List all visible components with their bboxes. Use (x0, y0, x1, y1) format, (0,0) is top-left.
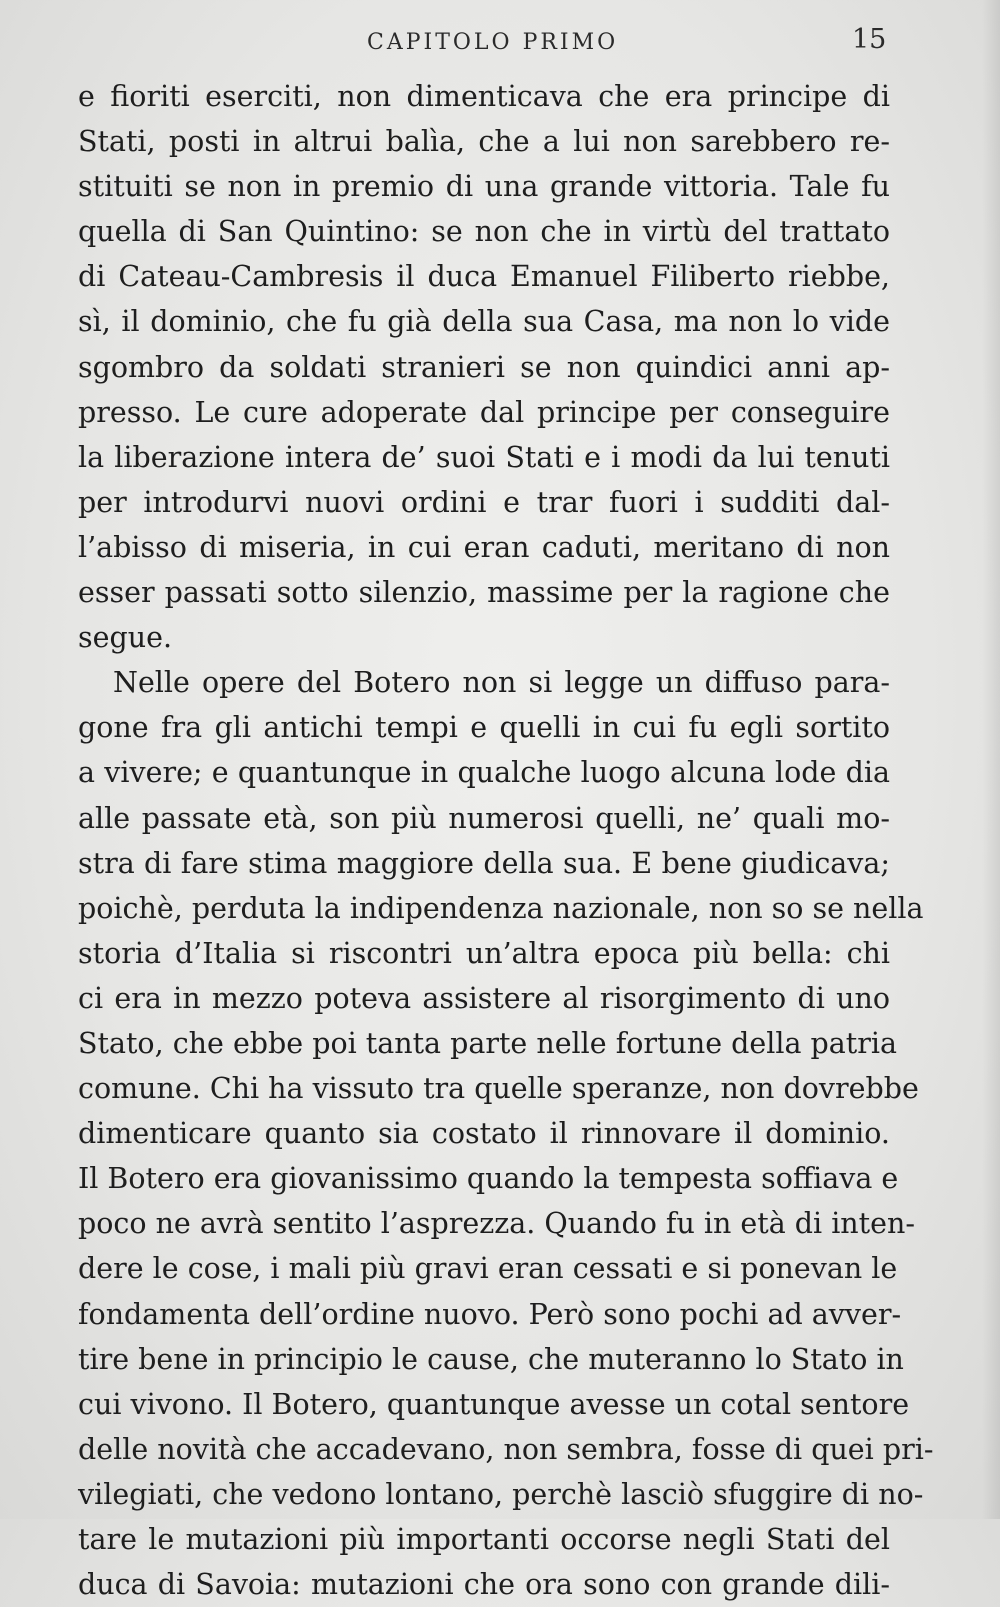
text-line: di Cateau-Cambresis il duca Emanuel Filiberto riebbe, (78, 260, 890, 294)
text-line: duca di Savoia: mutazioni che ora sono con grande dili- (78, 1568, 890, 1602)
text-line: quella di San Quintino: se non che in virtù del trattato (78, 215, 890, 249)
text-line: stra di fare stima maggiore della sua. E bene giudicava; (78, 846, 890, 880)
text-line: delle novità che accadevano, non sembra, fosse di quei pri- (78, 1432, 934, 1466)
text-line: gone fra gli antichi tempi e quelli in cui fu egli sortito (78, 711, 890, 745)
text-line: per introdurvi nuovi ordini e trar fuori i sudditi dal- (78, 485, 890, 519)
text-line: stituiti se non in premio di una grande vittoria. Tale fu (78, 170, 890, 204)
page-number: 15 (852, 24, 887, 55)
text-line: ci era in mezzo poteva assistere al risorgimento di uno (78, 981, 890, 1015)
text-line: poichè, perduta la indipendenza nazionale, non so se nella (78, 891, 924, 925)
text-line: tire bene in principio le cause, che muteranno lo Stato in (78, 1342, 904, 1376)
paragraph-start-line: Nelle opere del Botero non si legge un diffuso para- (113, 666, 890, 700)
text-line: sì, il dominio, che fu già della sua Casa, ma non lo vide (78, 305, 890, 339)
text-line: vilegiati, che vedono lontano, perchè lasciò sfuggire di no- (78, 1477, 924, 1511)
chapter-title: CAPITOLO PRIMO (367, 30, 619, 55)
running-head (0, 24, 1000, 64)
text-line: fondamenta dell’ordine nuovo. Però sono pochi ad avver- (78, 1297, 902, 1331)
text-line: poco ne avrà sentito l’asprezza. Quando fu in età di inten- (78, 1207, 915, 1241)
text-line: Stato, che ebbe poi tanta parte nelle fortune della patria (78, 1026, 897, 1060)
text-line: a vivere; e quantunque in qualche luogo alcuna lode dia (78, 756, 890, 790)
text-line: tare le mutazioni più importanti occorse negli Stati del (78, 1523, 890, 1556)
text-line: dere le cose, i mali più gravi eran cessati e si ponevan le (78, 1252, 898, 1286)
text-line: Stati, posti in altrui balìa, che a lui non sarebbero re- (78, 125, 890, 159)
paragraph-end-line: segue. (78, 621, 173, 655)
text-line: esser passati sotto silenzio, massime per la ragione che (78, 576, 890, 610)
text-line: l’abisso di miseria, in cui eran caduti, meritano di non (78, 530, 890, 564)
text-line: comune. Chi ha vissuto tra quelle speranze, non dovrebbe (78, 1072, 919, 1106)
text-line: la liberazione intera de’ suoi Stati e i modi da lui tenuti (78, 440, 890, 474)
text-line: dimenticare quanto sia costato il rinnovare il dominio. (78, 1117, 890, 1151)
text-line: cui vivono. Il Botero, quantunque avesse un cotal sentore (78, 1387, 910, 1421)
text-line: presso. Le cure adoperate dal principe per conseguire (78, 395, 890, 429)
text-line: e fioriti eserciti, non dimenticava che era principe di (78, 80, 890, 113)
page-edge-shadow (982, 0, 1000, 1519)
body-text (78, 74, 934, 1607)
text-line: Il Botero era giovanissimo quando la tempesta soffiava e (78, 1162, 899, 1196)
text-line: alle passate età, son più numerosi quelli, ne’ quali mo- (78, 801, 890, 835)
text-line: sgombro da soldati stranieri se non quindici anni ap- (78, 350, 890, 384)
text-line: storia d’Italia si riscontri un’altra epoca più bella: chi (78, 936, 890, 970)
